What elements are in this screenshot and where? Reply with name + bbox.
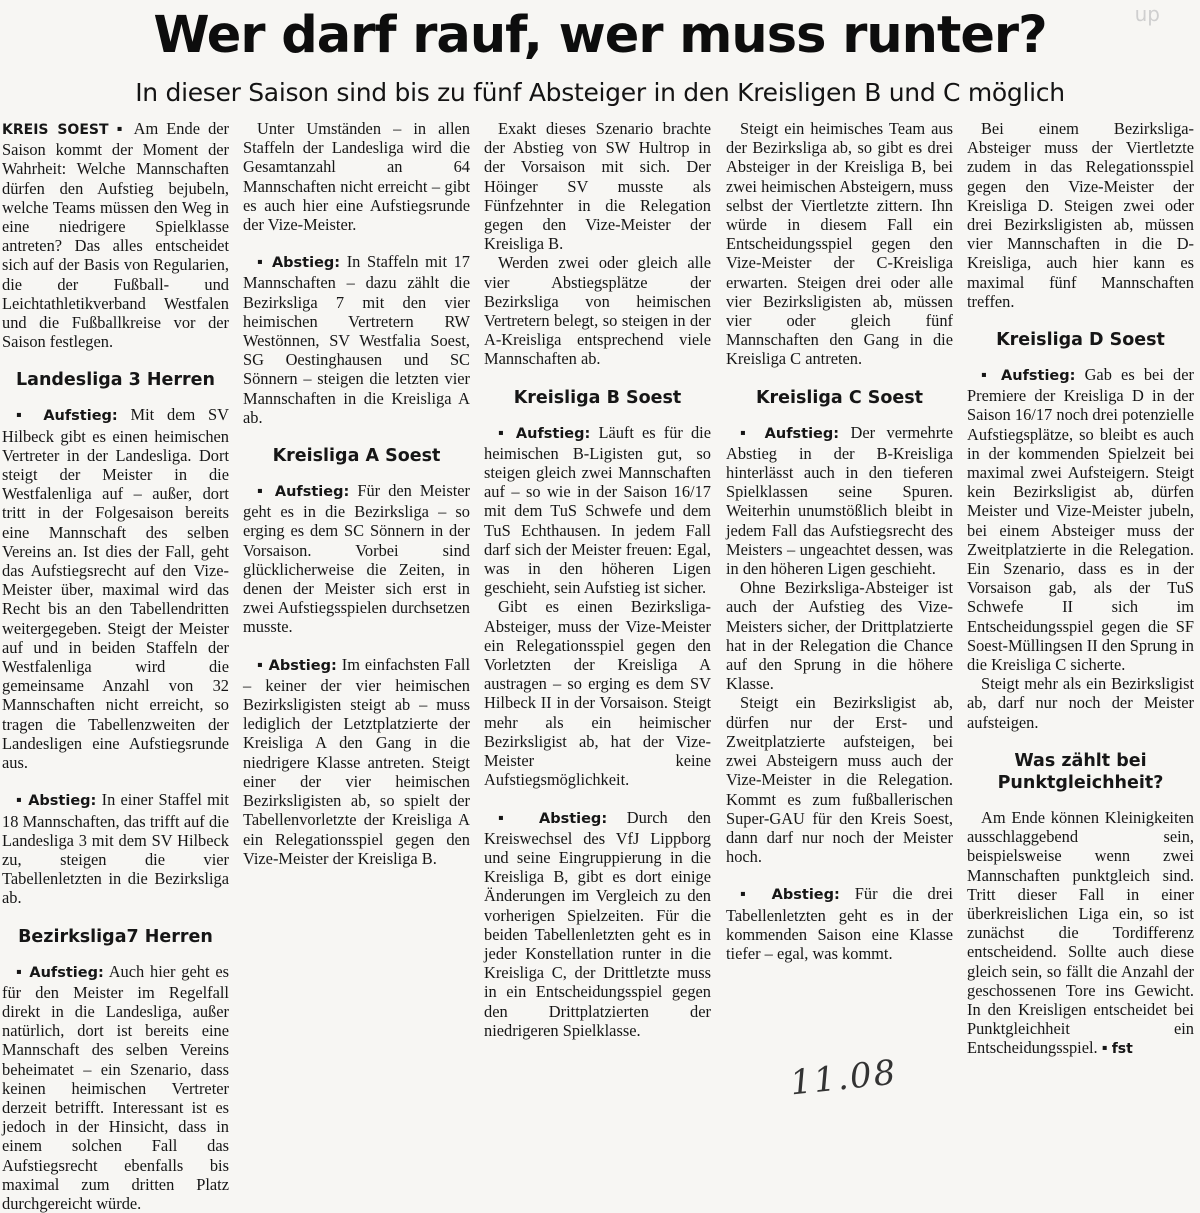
paragraph-kb-abstieg: ▪ Abstieg: Durch den Kreiswechsel des VfJ Lippborg und seine Eingruppierung in die Kreisliga B, gibt es dort einige Änderungen im Vergleich zu den vorherigen Spielzeiten. Für die beiden Tabellenletzten geht es in jeder Konstellation runter in die Kreisliga C, der Drittletzte muss in ein Entscheidungsspiel gegen den Drittplatzierten der niedrigeren Spielklasse. (484, 807, 711, 1040)
handwritten-date: 11.08 (788, 1052, 900, 1104)
article-column-4 (726, 119, 953, 963)
paragraph-ll-abstieg: ▪ Abstieg: In einer Staffel mit 18 Mannschaften, das trifft auf die Landesliga 3 mit dem SV Hilbeck zu, steigen die vier Tabellenletzten in die Bezirksliga ab. (2, 790, 229, 908)
article-column-2 (243, 119, 470, 868)
article-column-3 (484, 119, 711, 1040)
author-signature: fst (1111, 1041, 1133, 1058)
paragraph-kb-gibt: Gibt es einen Bezirksliga-Absteiger, muss der Vize-Meister ein Relegationsspiel gegen den Vorletzten der Kreisliga A austragen – so erging es dem SV Hilbeck II in der Vorsaison. Steigt mehr als ein heimischer Bezirksligist ab, hat der Vize-Meister keine Aufstiegsmöglichkeit. (484, 597, 711, 790)
paragraph-kc-steigt: Steigt ein Bezirksligist ab, dürfen nur der Erst- und Zweitplatzierte aufsteigen, bei zwei Absteigern muss auch der Vize-Meister in die Relegation. Kommt es zum fußballerischen Super-GAU für den Kreis Soest, dann darf nur noch der Meister hoch. (726, 693, 953, 867)
paragraph-kd-aufstieg: ▪ Aufstieg: Gab es bei der Premiere der Kreisliga D in der Saison 16/17 noch drei potenzielle Aufstiegsplätze, so bleibt es auch in der kommenden Spielzeit bei maximal zwei Aufsteigern. Steigt kein Bezirksligist ab, dürfen Meister und Vize-Meister jubeln, bei einem Absteiger muss der Zweitplatzierte in die Relegation. Ein Szenario, dass es in der Vorsaison gab, als der TuS Schwefe II sich im Entscheidungsspiel gegen die SF Soest-Müllingsen II den Sprung in die Kreisliga C sicherte. (967, 365, 1194, 675)
headline: Wer darf rauf, wer muss runter? (153, 6, 1047, 65)
paragraph-bl-abstieg: ▪ Abstieg: In Staffeln mit 17 Mannschaften – dazu zählt die Bezirksliga 7 mit den vier heimischen Vertretern RW Westönnen, SV Westfalia Soest, SG Oestinghausen und SC Sönnern – steigen die letzten vier Mannschaften in die Kreisliga A ab. (243, 252, 470, 427)
paragraph-kd-steigt: Steigt mehr als ein Bezirksligist ab, darf nur noch der Meister aufsteigen. (967, 674, 1194, 732)
paragraph-kc-aufstieg: ▪ Aufstieg: Der vermehrte Abstieg in der B-Kreisliga hinterlässt auch in den tieferen Spielklassen seine Spuren. Weiterhin unumstößlich bleibt in jedem Fall das Aufstiegsrecht des Meisters – ungeachtet dessen, was in den höheren Ligen geschieht. (726, 422, 953, 579)
paragraph-ll-aufstieg: ▪ Aufstieg: Mit dem SV Hilbeck gibt es einen heimischen Vertreter in der Landesliga. Dort steigt der Meister in die Westfalenliga auf – außer, dort tritt in der Folgesaison bereits eine Mannschaft des selben Vereins an. Ist dies der Fall, geht das Aufstiegsrecht auf den Vize-Meister über, maximal wird das Recht bis an den Tabellendritten weitergegeben. Steigt der Meister auf und in beiden Staffeln der Westfalenliga wird die gemeinsame Anzahl von 32 Mannschaften nicht erreicht, so tragen die Tabellenzweiten der Landesligen eine Aufstiegsrunde aus. (2, 405, 229, 773)
section-heading-kreisliga-d: Kreisliga D Soest (996, 330, 1165, 351)
paragraph-ka-werden: Werden zwei oder gleich alle vier Abstiegsplätze der Bezirksliga von heimischen Vertretern belegt, so steigen in der A-Kreisliga entsprechend viele Mannschaften ab. (484, 253, 711, 369)
section-heading-landesliga: Landesliga 3 Herren (15, 370, 216, 391)
article-column-5 (967, 119, 1194, 1060)
article-column-1 (2, 119, 229, 1213)
section-heading-kreisliga-a: Kreisliga A Soest (272, 446, 441, 467)
paragraph-bl-aufstieg: ▪ Aufstieg: Auch hier geht es für den Meister im Regelfall direkt in die Landesliga, außer natürlich, dort ist bereits eine Mannschaft des selben Vereins beheimatet – ein Szenario, dass keinen heimischen Vertreter derzeit betrifft. Interessant ist es jedoch in der Hinsicht, dass in einem solchen Fall das Aufstiegsrecht ebenfalls bis maximal zum dritten Platz durchgereicht würde. (2, 961, 229, 1213)
paragraph-ka-exakt: Exakt dieses Szenario brachte der Abstieg von SW Hultrop in der Vorsaison mit sich. Der Höinger SV musste als Fünfzehnter in die Relegation gegen den Vize-Meister der Kreisliga B. (484, 119, 711, 254)
paragraph-kc-ohne: Ohne Bezirksliga-Absteiger ist auch der Aufstieg des Vize-Meisters sicher, der Drittplatzierte hat in der Relegation die Chance auf den Sprung in die höhere Klasse. (726, 578, 953, 694)
paragraph-kc-abstieg: ▪ Abstieg: Für die drei Tabellenletzten geht es in der kommenden Saison eine Klasse tiefer – egal, was kommt. (726, 884, 953, 963)
paragraph-ka-aufstieg: ▪ Aufstieg: Für den Meister geht es in die Bezirksliga – so erging es dem SC Sönnern in der Vorsaison. Vorbei sind glücklicherweise die Zeiten, in denen der Meister sich erst in zwei Aufstiegsspielen durchsetzen musste. (243, 481, 471, 637)
paragraph-punktgleichheit: Am Ende können Kleinigkeiten ausschlaggebend sein, beispielsweise wenn zwei Mannschaften punktgleich sind. Tritt dieser Fall in einer überkreislichen Liga ein, so ist zunächst die Tordifferenz entscheidend. Sollte auch diese gleich sein, so fällt die Anzahl der geschossenen Tore ins Gewicht. In den Kreisligen entscheidet bei Punktgleichheit ein Entscheidungsspiel. ▪ fst (967, 807, 1194, 1058)
section-heading-kreisliga-b: Kreisliga B Soest (513, 387, 682, 408)
paragraph-kb-aufstieg: ▪ Aufstieg: Läuft es für die heimischen B-Ligisten gut, so steigen gleich zwei Mannschaften auf – so wie in der Saison 16/17 mit dem TuS Schwefe und dem TuS Echthausen. In jedem Fall darf sich der Meister freuen: Egal, was in den höheren Ligen geschieht, sein Aufstieg ist sicher. (484, 422, 712, 598)
intro-paragraph: KREIS SOEST ▪ Am Ende der Saison kommt der Moment der Wahrheit: Welche Mannschaften dürfen den Aufstieg bejubeln, welche Teams müssen den Weg in eine niedrigere Spielklasse antreten? Das alles entscheidet sich auf der Basis von Regularien, die der Fußball- und Leichtathletikverband Westfalen und die Fußballkreise vor der Saison festlegen. (2, 119, 229, 352)
section-heading-punktgleichheit: Was zählt bei Punktgleichheit? (997, 750, 1164, 793)
section-heading-bezirksliga: Bezirksliga7 Herren (18, 926, 213, 947)
scan-artifact: up (1134, 2, 1160, 26)
paragraph-kc-bei: Bei einem Bezirksliga-Absteiger muss der Viertletzte zudem in das Relegationsspiel gegen den Vize-Meister der Kreisliga D. Steigen zwei oder drei Bezirksligisten ab, müssen vier Mannschaften in die D-Kreisliga, auch hier kann es maximal fünf Mannschaften treffen. (967, 119, 1194, 311)
paragraph-ka-abstieg: ▪ Abstieg: Im einfachsten Fall – keiner der vier heimischen Bezirksligisten steigt ab – muss lediglich der Letztplatzierte der Kreisliga A den Gang in die niedrigere Klasse antreten. Steigt einer der vier heimischen Bezirksligisten ab, so spielt der Tabellenvorletzte der Kreisliga A ein Relegationsspiel gegen den Vize-Meister der Kreisliga B. (243, 654, 471, 868)
subheadline: In dieser Saison sind bis zu fünf Absteiger in den Kreisligen B und C möglich (135, 78, 1065, 107)
paragraph-kb-steigt: Steigt ein heimisches Team aus der Bezirksliga ab, so gibt es drei Absteiger in der Kreisliga B, bei zwei heimischen Absteigern, muss selbst der Viertletzte zittern. Ihn würde in diesem Fall ein Entscheidungsspiel gegen den Vize-Meister der C-Kreisliga erwarten. Steigen drei oder alle vier Bezirksligisten ab, müssen vier oder gleich fünf Mannschaften den Gang in die Kreisliga C antreten. (726, 119, 953, 369)
paragraph-bl-umstaende: Unter Umständen – in allen Staffeln der Landesliga wird die Gesamtanzahl an 64 Mannschaften nicht erreicht – gibt es auch hier eine Aufstiegsrunde der Vize-Meister. (243, 119, 470, 235)
dateline: KREIS SOEST (2, 122, 109, 138)
section-heading-kreisliga-c: Kreisliga C Soest (755, 387, 924, 408)
